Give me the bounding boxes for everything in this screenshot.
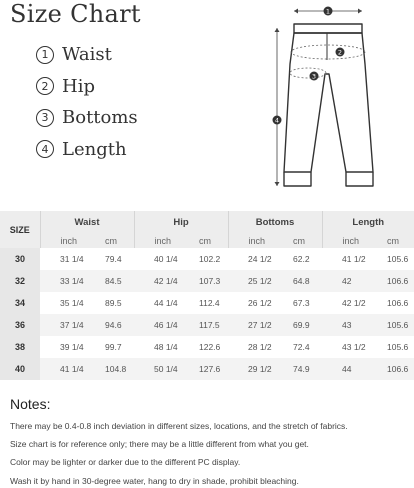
unit-header: inch [40,233,91,248]
table-cell: 42 [342,276,352,286]
table-cell: 42 1/2 [342,298,366,308]
table-cell: 27 1/2 [248,320,272,330]
bottoms-measure [290,68,326,81]
unit-header: cm [185,233,228,248]
table-cell: 79.4 [105,254,122,264]
group-header-bottoms: Bottoms [228,211,322,233]
legend-item-bottoms [36,102,138,134]
table-cell: 84.5 [105,276,122,286]
legend-label: Hip [62,75,95,97]
table-cell: 41 1/2 [342,254,366,264]
table-cell: 69.9 [293,320,310,330]
group-header-hip: Hip [134,211,228,233]
table-cell: 104.8 [105,364,127,374]
table-cell: 122.6 [199,342,221,352]
table-row [0,270,414,292]
notes-list [10,419,410,488]
length-measure [273,28,282,186]
table-cell: 44 [342,364,352,374]
notes-title: Notes: [10,396,51,412]
group-header-length: Length [322,211,414,233]
unit-header: cm [91,233,134,248]
group-header-waist: Waist [40,211,134,233]
table-cell: 62.2 [293,254,310,264]
table-cell: 35 1/4 [60,298,84,308]
legend-number: 3 [36,109,54,127]
table-cell: 74.9 [293,364,310,374]
hip-measure [291,45,365,59]
legend-number: 4 [36,140,54,158]
unit-header: inch [228,233,279,248]
table-cell: 28 1/2 [248,342,272,352]
table-cell: 105.6 [387,254,409,264]
table-cell: 106.6 [387,276,409,286]
table-cell: 26 1/2 [248,298,272,308]
table-cell: 64.8 [293,276,310,286]
legend-label: Length [62,138,127,160]
legend-item-waist [36,39,138,71]
legend-label: Waist [62,44,112,66]
table-cell: 31 1/4 [60,254,84,264]
waist-measure [294,7,362,16]
table-cell: 33 1/4 [60,276,84,286]
unit-header: cm [373,233,414,248]
table-cell: 41 1/4 [60,364,84,374]
table-cell: 37 1/4 [60,320,84,330]
table-cell: 50 1/4 [154,364,178,374]
table-cell: 106.6 [387,364,409,374]
marker-4: 4 [274,116,280,125]
table-cell: 42 1/4 [154,276,178,286]
table-cell: 29 1/2 [248,364,272,374]
note-line: Size chart is for reference only; there may be a little different from what you get. [10,439,309,450]
page-title: Size Chart [10,0,141,28]
unit-header: inch [134,233,185,248]
measurement-legend [36,39,138,165]
table-cell: 46 1/4 [154,320,178,330]
size-table [0,211,414,380]
legend-item-length [36,134,138,166]
table-cell: 94.6 [105,320,122,330]
table-unit-header [0,233,414,248]
size-column-header: SIZE [0,211,40,248]
marker-3: 3 [311,72,317,81]
pants-diagram [268,0,388,192]
note-line: Color may be lighter or darker due to the different PC display. [10,457,241,468]
table-cell: 72.4 [293,342,310,352]
table-cell: 127.6 [199,364,221,374]
table-row [0,292,414,314]
table-cell: 112.4 [199,298,220,308]
size-cell: 34 [0,292,40,314]
table-cell: 105.6 [387,342,409,352]
table-body [0,248,414,380]
table-cell: 107.3 [199,276,221,286]
table-cell: 43 [342,320,352,330]
size-cell: 36 [0,314,40,336]
table-cell: 67.3 [293,298,310,308]
table-cell: 40 1/4 [154,254,178,264]
table-row [0,358,414,380]
table-cell: 43 1/2 [342,342,366,352]
unit-header: cm [279,233,322,248]
table-cell: 25 1/2 [248,276,272,286]
table-cell: 48 1/4 [154,342,178,352]
table-cell: 117.5 [199,320,220,330]
marker-1: 1 [325,7,331,16]
table-row [0,314,414,336]
size-cell: 40 [0,358,40,380]
legend-label: Bottoms [62,107,138,129]
legend-number: 1 [36,46,54,64]
marker-2: 2 [337,48,343,57]
table-cell: 24 1/2 [248,254,272,264]
table-group-header [0,211,414,233]
table-cell: 44 1/4 [154,298,178,308]
legend-number: 2 [36,77,54,95]
note-line: There may be 0.4-0.8 inch deviation in different sizes, locations, and the stretch of fabrics. [10,421,348,431]
table-cell: 102.2 [199,254,221,264]
note-line: Wash it by hand in 30-degree water, hang to dry in shade, prohibit bleaching. [10,475,299,486]
unit-header: inch [322,233,373,248]
size-cell: 30 [0,248,40,270]
table-cell: 89.5 [105,298,122,308]
table-cell: 39 1/4 [60,342,84,352]
table-cell: 99.7 [105,342,122,352]
table-cell: 105.6 [387,320,409,330]
size-cell: 38 [0,336,40,358]
table-row [0,248,414,270]
table-cell: 106.6 [387,298,409,308]
table-row [0,336,414,358]
legend-item-hip [36,71,138,103]
size-cell: 32 [0,270,40,292]
